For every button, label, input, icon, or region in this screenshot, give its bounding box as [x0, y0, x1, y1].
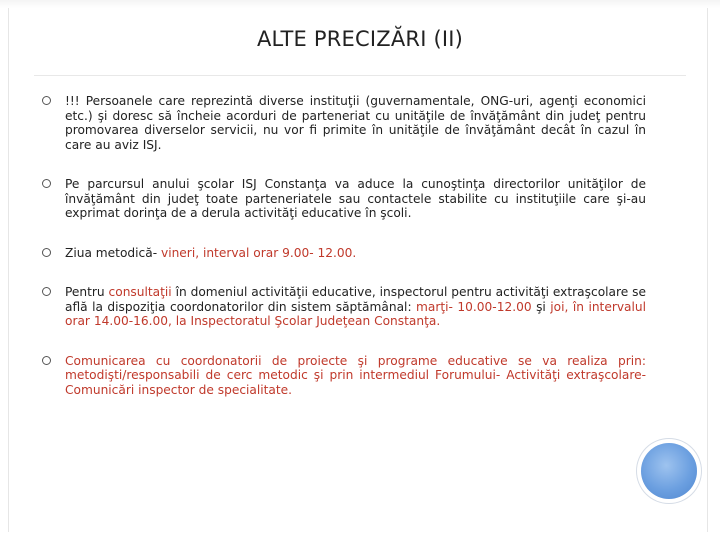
bullet-list	[40, 94, 646, 397]
title-divider	[34, 75, 686, 76]
bullet-highlight: , în intervalul orar 14.00-16.00, la Inspectoratul Şcolar Judeţean Constanţa.	[65, 299, 647, 328]
bullet-highlight: vineri, interval orar 9.00- 12.00.	[157, 245, 357, 260]
bullet-item-communication	[40, 354, 646, 398]
slide-title: ALTE PRECIZĂRI (II)	[256, 27, 464, 51]
top-strip	[0, 0, 720, 8]
bullet-text: Comunicarea cu coordonatorii de proiecte şi programe educative se va realiza prin: metodişti/responsabili de cerc metodic şi prin intermediul Forumului- Activităţi extraşcolare- Comunicări inspector de specialitate.	[65, 353, 646, 397]
bullet-circle-icon	[42, 248, 51, 257]
bullet-item-partnerships	[40, 94, 646, 152]
bullet-item-consultations	[40, 285, 646, 329]
bullet-text: şi	[531, 299, 551, 314]
bullet-circle-icon	[42, 356, 51, 365]
bullet-text: Ziua metodică-	[65, 245, 158, 260]
bullet-highlight: consultaţii	[108, 285, 172, 299]
bullet-highlight: joi	[550, 299, 565, 314]
bullet-item-school-year	[40, 177, 646, 221]
bullet-text: !!! Persoanele care reprezintă diverse instituţii (guvernamentale, ONG-uri, agenţi economici etc.) şi doresc să încheie acorduri de parteneriat cu unităţile de învăţământ din judeţ pentru promovarea diverselor servicii, nu vor fi primite în unităţile de învăţământ decât în cazul în care au aviz ISJ.	[65, 94, 646, 152]
bullet-circle-icon	[42, 287, 51, 296]
bullet-text: în domeniul activităţii educative, inspectorul pentru activităţi extraşcolare se află la dispoziţia coordonatorilor din sistem săptămânal:	[65, 285, 646, 314]
bullet-text: Pentru	[65, 285, 109, 299]
bullet-text: Pe parcursul anului şcolar ISJ Constanţa va aduce la cunoştinţa directorilor unităţilor de învăţământ din judeţ toate parteneriatele sau contactele stabilite cu instituţiile care şi-au exprimat dorinţa de a derula activităţi educative în şcoli.	[65, 177, 646, 220]
bullet-highlight: marţi- 10.00-12.00	[416, 299, 532, 314]
bullet-item-methodical-day	[40, 246, 646, 261]
bullet-circle-icon	[42, 179, 51, 188]
bullet-circle-icon	[42, 96, 51, 105]
decorative-circle-icon	[641, 443, 697, 499]
